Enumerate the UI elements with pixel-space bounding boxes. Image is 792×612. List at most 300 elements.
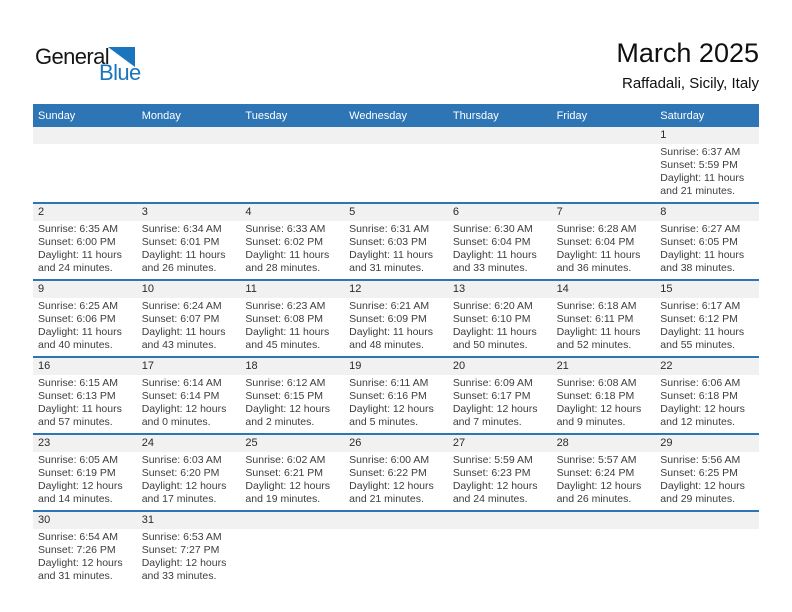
week-row [33, 435, 759, 512]
daylight-text-line2: and 21 minutes. [660, 185, 735, 197]
sunset-text: Sunset: 6:02 PM [245, 236, 324, 248]
weekday-header-monday: Monday [141, 109, 181, 122]
day-number: 23 [38, 437, 51, 449]
day-details [33, 221, 137, 279]
daylight-text-line1: Daylight: 12 hours [38, 557, 123, 569]
daylight-text-line1: Daylight: 11 hours [245, 326, 330, 338]
sunset-text: Sunset: 6:20 PM [141, 467, 220, 479]
day-details [33, 298, 137, 356]
week-row [33, 204, 759, 281]
sunset-text: Sunset: 6:07 PM [141, 313, 220, 325]
sunset-text: Sunset: 6:08 PM [245, 313, 324, 325]
sunset-text: Sunset: 6:01 PM [141, 236, 220, 248]
sunrise-text: Sunrise: 6:24 AM [141, 300, 222, 312]
day-number: 30 [38, 514, 51, 526]
sunset-text: Sunset: 6:16 PM [349, 390, 427, 402]
day-details [344, 375, 448, 433]
sunset-text: Sunset: 6:15 PM [245, 390, 324, 402]
weekday-header-tuesday: Tuesday [245, 109, 288, 122]
date-band [240, 204, 344, 221]
sunset-text: Sunset: 6:03 PM [349, 236, 427, 248]
sunset-text: Sunset: 6:11 PM [556, 313, 634, 325]
date-band [448, 281, 552, 298]
day-details [137, 221, 241, 279]
empty-cell [344, 127, 448, 202]
sunset-text: Sunset: 6:06 PM [38, 313, 116, 325]
sunrise-text: Sunrise: 6:11 AM [349, 377, 429, 389]
date-band [137, 358, 241, 375]
daylight-text-line2: and 26 minutes. [141, 262, 217, 274]
empty-cell [655, 512, 759, 587]
sunrise-text: Sunrise: 6:15 AM [38, 377, 118, 389]
day-details [240, 221, 344, 279]
day-number: 1 [660, 129, 667, 141]
daylight-text-line1: Daylight: 12 hours [349, 403, 434, 415]
daylight-text-line1: Daylight: 11 hours [452, 326, 537, 338]
date-band [552, 512, 656, 529]
date-band [448, 127, 552, 144]
daylight-text-line1: Daylight: 12 hours [141, 557, 227, 569]
daylight-text-line2: and 38 minutes. [660, 262, 735, 274]
date-band [344, 435, 448, 452]
daylight-text-line2: and 14 minutes. [38, 493, 113, 505]
daylight-text-line1: Daylight: 11 hours [38, 326, 122, 338]
daylight-text-line2: and 9 minutes. [556, 416, 626, 428]
day-details [137, 144, 241, 150]
date-band [552, 204, 656, 221]
day-details [552, 298, 656, 356]
sunrise-text: Sunrise: 6:18 AM [556, 300, 637, 312]
sunrise-text: Sunrise: 6:17 AM [660, 300, 741, 312]
empty-cell [137, 127, 241, 202]
day-details [552, 144, 656, 150]
day-number: 24 [141, 437, 154, 449]
day-details [240, 375, 344, 433]
day-cell [240, 358, 344, 433]
daylight-text-line2: and 29 minutes. [660, 493, 735, 505]
logo-word-general: General [35, 44, 110, 69]
day-cell [655, 281, 759, 356]
daylight-text-line2: and 12 minutes. [660, 416, 735, 428]
day-cell [448, 358, 552, 433]
day-details [448, 529, 552, 535]
daylight-text-line1: Daylight: 11 hours [660, 172, 745, 184]
daylight-text-line1: Daylight: 11 hours [38, 403, 122, 415]
sunrise-text: Sunrise: 6:03 AM [141, 454, 222, 466]
date-band [344, 204, 448, 221]
daylight-text-line2: and 28 minutes. [245, 262, 321, 274]
sunset-text: Sunset: 6:24 PM [556, 467, 635, 479]
day-number: 14 [556, 283, 569, 295]
sunrise-text: Sunrise: 6:35 AM [38, 223, 118, 235]
date-band [655, 435, 759, 452]
day-cell [33, 512, 137, 587]
day-cell [344, 435, 448, 510]
daylight-text-line2: and 7 minutes. [452, 416, 522, 428]
day-cell [552, 358, 656, 433]
sunrise-text: Sunrise: 6:53 AM [141, 531, 222, 543]
day-details [344, 452, 448, 510]
sunrise-text: Sunrise: 6:37 AM [660, 146, 741, 158]
daylight-text-line1: Daylight: 12 hours [141, 480, 227, 492]
sunrise-text: Sunrise: 6:34 AM [141, 223, 222, 235]
day-details [552, 529, 656, 535]
sunrise-text: Sunrise: 6:21 AM [349, 300, 430, 312]
sunset-text: Sunset: 6:10 PM [452, 313, 531, 325]
date-band [137, 204, 241, 221]
day-details [448, 452, 552, 510]
date-band [33, 358, 137, 375]
daylight-text-line2: and 24 minutes. [38, 262, 113, 274]
daylight-text-line1: Daylight: 12 hours [452, 480, 538, 492]
week-row [33, 512, 759, 587]
date-band [137, 512, 241, 529]
weekday-header-sunday: Sunday [38, 109, 76, 122]
day-details [344, 298, 448, 356]
empty-cell [448, 512, 552, 587]
daylight-text-line2: and 17 minutes. [141, 493, 217, 505]
week-row [33, 358, 759, 435]
sunrise-text: Sunrise: 6:25 AM [38, 300, 118, 312]
day-number: 7 [556, 206, 563, 218]
sunrise-text: Sunrise: 6:33 AM [245, 223, 326, 235]
sunrise-text: Sunrise: 6:30 AM [452, 223, 533, 235]
day-cell [137, 358, 241, 433]
sunset-text: Sunset: 6:14 PM [141, 390, 220, 402]
day-number: 11 [245, 283, 257, 295]
date-band [137, 435, 241, 452]
day-number: 8 [660, 206, 667, 218]
daylight-text-line1: Daylight: 11 hours [141, 249, 226, 261]
sunset-text: Sunset: 6:13 PM [38, 390, 116, 402]
day-details [655, 452, 759, 510]
daylight-text-line1: Daylight: 12 hours [38, 480, 123, 492]
empty-cell [552, 127, 656, 202]
day-cell [655, 358, 759, 433]
day-cell [344, 204, 448, 279]
day-number: 13 [452, 283, 466, 295]
day-cell [137, 204, 241, 279]
daylight-text-line1: Daylight: 11 hours [349, 249, 433, 261]
day-details [33, 452, 137, 510]
daylight-text-line1: Daylight: 11 hours [556, 249, 641, 261]
page-header [33, 38, 759, 104]
day-number: 31 [141, 514, 154, 526]
sunrise-text: Sunrise: 6:02 AM [245, 454, 326, 466]
day-number: 25 [245, 437, 258, 449]
date-band [448, 204, 552, 221]
sunrise-text: Sunrise: 6:14 AM [141, 377, 222, 389]
sunset-text: Sunset: 6:25 PM [660, 467, 738, 479]
empty-cell [240, 512, 344, 587]
sunset-text: Sunset: 6:18 PM [556, 390, 635, 402]
day-details [552, 221, 656, 279]
day-details [240, 144, 344, 150]
day-cell [655, 204, 759, 279]
day-details [344, 529, 448, 535]
day-details [655, 144, 759, 202]
daylight-text-line2: and 52 minutes. [556, 339, 632, 351]
day-cell [33, 435, 137, 510]
day-details [448, 375, 552, 433]
date-band [240, 435, 344, 452]
daylight-text-line1: Daylight: 12 hours [556, 480, 642, 492]
daylight-text-line2: and 24 minutes. [452, 493, 528, 505]
daylight-text-line2: and 43 minutes. [141, 339, 217, 351]
date-band [448, 435, 552, 452]
daylight-text-line2: and 45 minutes. [245, 339, 321, 351]
day-cell [448, 281, 552, 356]
sunrise-text: Sunrise: 6:54 AM [38, 531, 118, 543]
date-band [137, 281, 241, 298]
date-band [137, 127, 241, 144]
daylight-text-line1: Daylight: 12 hours [452, 403, 538, 415]
sunset-text: Sunset: 6:18 PM [660, 390, 738, 402]
date-band [33, 435, 137, 452]
empty-cell [33, 127, 137, 202]
sunset-text: Sunset: 6:22 PM [349, 467, 427, 479]
day-details [448, 221, 552, 279]
daylight-text-line2: and 26 minutes. [556, 493, 632, 505]
day-cell [137, 435, 241, 510]
sunset-text: Sunset: 6:23 PM [452, 467, 531, 479]
date-band [240, 512, 344, 529]
day-cell [552, 204, 656, 279]
day-details [655, 221, 759, 279]
date-band [655, 281, 759, 298]
sunrise-text: Sunrise: 6:08 AM [556, 377, 637, 389]
day-number: 18 [245, 360, 258, 372]
day-number: 17 [141, 360, 154, 372]
day-cell [344, 281, 448, 356]
day-cell [240, 435, 344, 510]
day-details [655, 375, 759, 433]
sunset-text: Sunset: 6:12 PM [660, 313, 738, 325]
page-title: March 2025 [616, 38, 759, 68]
date-band [344, 512, 448, 529]
date-band [344, 281, 448, 298]
date-band [448, 512, 552, 529]
daylight-text-line1: Daylight: 12 hours [349, 480, 434, 492]
daylight-text-line1: Daylight: 12 hours [660, 480, 745, 492]
day-cell [448, 435, 552, 510]
day-details [552, 452, 656, 510]
empty-cell [344, 512, 448, 587]
day-details [137, 298, 241, 356]
daylight-text-line2: and 2 minutes. [245, 416, 315, 428]
sunrise-text: Sunrise: 6:12 AM [245, 377, 326, 389]
date-band [33, 204, 137, 221]
empty-cell [552, 512, 656, 587]
weekday-header-wednesday: Wednesday [349, 109, 408, 122]
sunrise-text: Sunrise: 6:09 AM [452, 377, 533, 389]
daylight-text-line2: and 36 minutes. [556, 262, 632, 274]
date-band [33, 127, 137, 144]
sunset-text: Sunset: 6:04 PM [556, 236, 635, 248]
day-cell [33, 204, 137, 279]
sunrise-text: Sunrise: 6:00 AM [349, 454, 430, 466]
daylight-text-line2: and 50 minutes. [452, 339, 528, 351]
daylight-text-line1: Daylight: 12 hours [660, 403, 745, 415]
day-details [655, 529, 759, 535]
day-details [33, 375, 137, 433]
sunset-text: Sunset: 6:19 PM [38, 467, 116, 479]
calendar-grid [33, 127, 759, 587]
day-details [344, 144, 448, 150]
daylight-text-line1: Daylight: 12 hours [245, 403, 331, 415]
day-number: 5 [349, 206, 356, 218]
sunrise-text: Sunrise: 6:31 AM [349, 223, 430, 235]
day-number: 12 [349, 283, 362, 295]
daylight-text-line1: Daylight: 11 hours [660, 249, 745, 261]
day-cell [137, 281, 241, 356]
sunrise-text: Sunrise: 6:05 AM [38, 454, 118, 466]
day-number: 29 [660, 437, 673, 449]
date-band [655, 204, 759, 221]
day-number: 6 [452, 206, 459, 218]
day-cell [137, 512, 241, 587]
day-number: 15 [660, 283, 673, 295]
daylight-text-line2: and 21 minutes. [349, 493, 424, 505]
sunset-text: Sunset: 6:09 PM [349, 313, 427, 325]
daylight-text-line2: and 33 minutes. [141, 570, 217, 582]
daylight-text-line1: Daylight: 12 hours [556, 403, 642, 415]
daylight-text-line2: and 48 minutes. [349, 339, 424, 351]
day-details [344, 221, 448, 279]
date-band [240, 281, 344, 298]
day-details [240, 452, 344, 510]
date-band [240, 358, 344, 375]
logo-word-blue: Blue [99, 60, 141, 85]
date-band [33, 281, 137, 298]
daylight-text-line2: and 33 minutes. [452, 262, 528, 274]
day-number: 16 [38, 360, 51, 372]
sunrise-text: Sunrise: 5:56 AM [660, 454, 741, 466]
daylight-text-line1: Daylight: 11 hours [556, 326, 641, 338]
weekday-header-saturday: Saturday [660, 109, 705, 122]
date-band [552, 281, 656, 298]
day-number: 22 [660, 360, 673, 372]
general-blue-logo [35, 44, 141, 85]
date-band [655, 512, 759, 529]
day-number: 9 [38, 283, 45, 295]
day-cell [240, 204, 344, 279]
weekday-header [33, 104, 759, 127]
daylight-text-line1: Daylight: 11 hours [349, 326, 433, 338]
date-band [552, 127, 656, 144]
day-cell [344, 358, 448, 433]
day-number: 3 [141, 206, 148, 218]
day-cell [655, 127, 759, 202]
day-details [33, 144, 137, 150]
date-band [655, 358, 759, 375]
date-band [344, 127, 448, 144]
day-number: 26 [349, 437, 362, 449]
daylight-text-line1: Daylight: 11 hours [245, 249, 330, 261]
day-cell [448, 204, 552, 279]
daylight-text-line1: Daylight: 12 hours [245, 480, 331, 492]
day-details [448, 144, 552, 150]
sunrise-text: Sunrise: 5:59 AM [452, 454, 533, 466]
day-details [655, 298, 759, 356]
day-details [33, 529, 137, 587]
daylight-text-line2: and 40 minutes. [38, 339, 113, 351]
date-band [344, 358, 448, 375]
sunset-text: Sunset: 7:27 PM [141, 544, 220, 556]
day-number: 28 [556, 437, 569, 449]
daylight-text-line1: Daylight: 11 hours [660, 326, 745, 338]
day-number: 21 [556, 360, 569, 372]
sunrise-text: Sunrise: 6:20 AM [452, 300, 533, 312]
day-cell [655, 435, 759, 510]
day-details [137, 529, 241, 587]
date-band [552, 358, 656, 375]
date-band [552, 435, 656, 452]
week-row [33, 281, 759, 358]
daylight-text-line2: and 57 minutes. [38, 416, 113, 428]
sunset-text: Sunset: 6:21 PM [245, 467, 324, 479]
day-number: 10 [141, 283, 154, 295]
sunrise-text: Sunrise: 6:27 AM [660, 223, 741, 235]
day-number: 20 [452, 360, 466, 372]
daylight-text-line2: and 0 minutes. [141, 416, 211, 428]
daylight-text-line2: and 19 minutes. [245, 493, 321, 505]
weekday-header-friday: Friday [556, 109, 588, 122]
daylight-text-line1: Daylight: 11 hours [141, 326, 226, 338]
day-number: 27 [452, 437, 466, 449]
sunset-text: Sunset: 6:17 PM [452, 390, 531, 402]
day-details [448, 298, 552, 356]
date-band [655, 127, 759, 144]
page-location: Raffadali, Sicily, Italy [622, 75, 759, 92]
daylight-text-line2: and 5 minutes. [349, 416, 419, 428]
sunset-text: Sunset: 6:04 PM [452, 236, 531, 248]
sunrise-text: Sunrise: 6:06 AM [660, 377, 741, 389]
daylight-text-line2: and 31 minutes. [349, 262, 424, 274]
day-number: 19 [349, 360, 362, 372]
sunset-text: Sunset: 7:26 PM [38, 544, 116, 556]
sunset-text: Sunset: 6:00 PM [38, 236, 116, 248]
date-band [33, 512, 137, 529]
day-cell [552, 435, 656, 510]
weekday-header-thursday: Thursday [452, 109, 499, 122]
daylight-text-line1: Daylight: 11 hours [452, 249, 537, 261]
day-cell [33, 358, 137, 433]
empty-cell [240, 127, 344, 202]
daylight-text-line2: and 31 minutes. [38, 570, 113, 582]
daylight-text-line1: Daylight: 12 hours [141, 403, 227, 415]
date-band [448, 358, 552, 375]
sunrise-text: Sunrise: 5:57 AM [556, 454, 637, 466]
sunset-text: Sunset: 5:59 PM [660, 159, 738, 171]
sunset-text: Sunset: 6:05 PM [660, 236, 738, 248]
day-cell [33, 281, 137, 356]
daylight-text-line2: and 55 minutes. [660, 339, 735, 351]
day-cell [552, 281, 656, 356]
empty-cell [448, 127, 552, 202]
day-cell [240, 281, 344, 356]
day-details [240, 298, 344, 356]
day-number: 4 [245, 206, 252, 218]
day-details [240, 529, 344, 535]
sunrise-text: Sunrise: 6:23 AM [245, 300, 326, 312]
day-details [552, 375, 656, 433]
date-band [240, 127, 344, 144]
day-number: 2 [38, 206, 45, 218]
day-details [137, 375, 241, 433]
week-row [33, 127, 759, 204]
day-details [137, 452, 241, 510]
